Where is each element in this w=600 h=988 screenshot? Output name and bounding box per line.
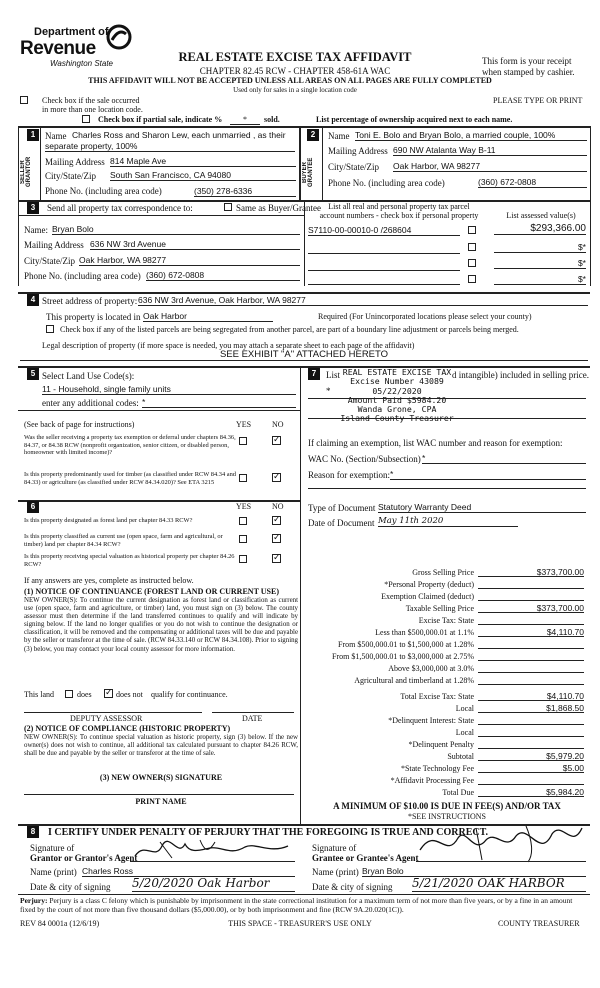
reason-value[interactable]: * (390, 469, 586, 480)
buyer-addr[interactable]: 690 NW Atalanta Way B-11 (393, 145, 587, 156)
tax-label: Agricultural and timberland at 1.28% (354, 676, 474, 685)
rule (322, 128, 323, 200)
wac-label: WAC No. (Section/Subsection) (308, 454, 421, 464)
tax-label: Taxable Selling Price (405, 604, 474, 613)
notice2-title: (2) NOTICE OF COMPLIANCE (HISTORIC PROPERTY) (24, 724, 231, 733)
parcel-1-personal-checkbox[interactable] (468, 226, 476, 234)
rule (18, 200, 19, 286)
land-use-code[interactable]: 11 - Household, single family units (42, 384, 296, 395)
parcel-2[interactable] (308, 244, 460, 254)
corr-addr[interactable]: 636 NW 3rd Avenue (90, 239, 300, 250)
corr-name[interactable]: Bryan Bolo (52, 224, 300, 235)
seller-addr[interactable]: 814 Maple Ave (110, 156, 296, 167)
tax-label: Local (455, 704, 474, 713)
rule (18, 126, 19, 200)
stamp-mark: * (326, 386, 331, 396)
multi-location-label2: in more than one location code. (42, 105, 143, 114)
parcel-3[interactable] (308, 261, 460, 271)
buyer-addr-label: Mailing Address (328, 146, 388, 156)
buyer-phone[interactable]: (360) 672-0808 (478, 177, 587, 188)
seller-phone[interactable]: (350) 278-6336 (194, 186, 296, 197)
located-label: This property is located in (46, 312, 141, 322)
legal-description[interactable]: SEE EXHIBIT "A" ATTACHED HERETO (20, 350, 588, 361)
parcel-4-personal-checkbox[interactable] (468, 275, 476, 283)
grantee-signature[interactable] (416, 820, 586, 864)
section-6-badge: 6 (27, 501, 39, 513)
grantee-date-label: Date & city of signing (312, 882, 393, 892)
additional-codes-label: enter any additional codes: (42, 398, 139, 408)
doc-date[interactable]: May 11th 2020 (378, 516, 518, 527)
deputy-label: DEPUTY ASSESSOR (70, 714, 143, 723)
logo-revenue: Revenue (20, 38, 96, 59)
tax-label: *Delinquent Interest: State (388, 716, 474, 725)
stamp-line: REAL ESTATE EXCISE TAX (342, 367, 452, 377)
parcel-header2: account numbers - check box if personal property (319, 211, 479, 220)
seller-addr-label: Mailing Address (45, 157, 105, 167)
located-value[interactable]: Oak Harbor (143, 311, 273, 322)
tax-value[interactable]: $4,110.70 (478, 691, 584, 701)
corr-phone[interactable]: (360) 672-0808 (146, 270, 300, 281)
seller-name[interactable]: Charles Ross and Sharon Lew, each unmarried , as their (72, 130, 286, 140)
dor-logo (20, 22, 130, 70)
rule (18, 366, 590, 368)
section-5-badge: 5 (27, 368, 39, 380)
grantee-print-label: Name (print) (312, 867, 359, 877)
no-header: NO (272, 420, 284, 429)
notice1-title: (1) NOTICE OF CONTINUANCE (FOREST LAND OR CURRENT USE) (24, 587, 279, 596)
rule (18, 410, 300, 411)
q6-2: Is this property classified as current use (open space, farm and agricultural, or timber) land per chapter 84.34 RCW? (24, 533, 223, 548)
tax-value[interactable] (478, 727, 584, 737)
tax-value[interactable] (478, 663, 584, 673)
corr-phone-label: Phone No. (including area code) (24, 271, 141, 281)
logo-swirl-icon (106, 24, 132, 50)
tax-value[interactable] (478, 739, 584, 749)
rule (18, 894, 590, 895)
does-checkbox[interactable] (65, 690, 73, 698)
rule (416, 861, 586, 862)
tax-label: *State Technology Fee (400, 764, 474, 773)
seller-name-label: Name (45, 131, 67, 141)
q6-2-yes-checkbox[interactable] (239, 535, 247, 543)
tax-label: Total Due (442, 788, 474, 797)
form-single-loc: Used only for sales in a single location code (233, 86, 357, 94)
grantor-date[interactable]: 5/20/2020 Oak Harbor (132, 876, 295, 892)
tax-value[interactable] (478, 715, 584, 725)
list-label: List (326, 370, 341, 380)
q5-1-yes-checkbox[interactable] (239, 437, 247, 445)
parcel-2-personal-checkbox[interactable] (468, 243, 476, 251)
doc-type-label: Type of Document (308, 503, 376, 513)
grantee-date[interactable]: 5/21/2020 OAK HARBOR (412, 876, 586, 892)
q5-2-no-checkbox[interactable]: ✓ (273, 472, 281, 482)
buyer-phone-label: Phone No. (including area code) (328, 178, 445, 188)
land-use-label: Select Land Use Code(s): (42, 371, 135, 381)
rule (40, 128, 41, 200)
same-as-buyer-checkbox[interactable] (224, 203, 232, 211)
grantor-sig-label2: Grantor or Grantor's Agent (30, 853, 138, 863)
tax-label: Excise Tax: State (418, 616, 474, 625)
q6-3-yes-checkbox[interactable] (239, 555, 247, 563)
stamp-line: Amount Paid $5984.20 (347, 394, 447, 405)
buyer-name[interactable]: Toni E. Bolo and Bryan Bolo, a married couple, 100% (355, 130, 587, 141)
print-name-label: PRINT NAME (135, 797, 187, 806)
section-1-badge: 1 (27, 129, 39, 141)
notice1-body: NEW OWNER(S): To continue the current designation as forest land or classification as current use (open space, farm and agriculture, or timber) land, you must sign on (3) below. The county assessor must then determine if the land transferred continues to qualify and will indicate by signing below. If the land no longer qualifies or you do not wish to continue the designation or classification, it will be removed and the compensating or additional taxes will be due and payable by the seller or transferor at the time of sale. (RCW 84.33.140 or RCW 84.34.108). Prior to signing (3) below, you may contact your local county assessor for more information. (24, 597, 298, 653)
certify-statement: I CERTIFY UNDER PENALTY OF PERJURY THAT THE FOREGOING IS TRUE AND CORRECT. (48, 827, 489, 838)
tax-label: *Personal Property (deduct) (384, 580, 474, 589)
assessed-4[interactable]: $* (494, 274, 586, 285)
multi-location-label1: Check box if the sale occurred (42, 96, 140, 105)
tax-label: Less than $500,000.01 at 1.1% (375, 628, 474, 637)
rule (24, 794, 294, 795)
assessed-1[interactable]: $293,366.00 (494, 224, 586, 235)
date-label: DATE (242, 714, 263, 723)
perjury-text: Perjury is a class C felony which is punishable by imprisonment in the state correctional institution for a maximum term of not more than five years, or by a fine in an amount fixed by the court of not more than five thousand dollars ($5,000.00), or by both imprisonment and fine (RCW 9A.20.020(1C)). (20, 896, 573, 914)
perjury-label: Perjury: (20, 896, 48, 905)
q6-3-no-checkbox[interactable]: ✓ (273, 553, 281, 563)
claiming-label: If claiming an exemption, list WAC number and reason for exemption: (308, 438, 563, 448)
q6-3: Is this property receiving special valuation as historical property per chapter 84.26 RCW? (24, 553, 235, 568)
doc-type[interactable]: Statutory Warranty Deed (378, 502, 586, 513)
tax-label: *Delinquent Penalty (408, 740, 474, 749)
notice3-title: (3) NEW OWNER(S) SIGNATURE (99, 773, 223, 782)
tax-value[interactable]: $1,868.50 (478, 703, 584, 713)
tax-value[interactable]: $5.00 (478, 763, 584, 773)
send-label: Send all property tax correspondence to: (47, 203, 193, 213)
q6-1-yes-checkbox[interactable] (239, 517, 247, 525)
see-instructions: *SEE INSTRUCTIONS (407, 812, 486, 821)
rule (308, 488, 586, 489)
partial-sale-checkbox[interactable] (82, 115, 90, 123)
tax-label: Subtotal (447, 752, 474, 761)
parcel-4[interactable] (308, 277, 460, 285)
qualify-label: qualify for continuance. (151, 690, 228, 699)
logo-dept: Department of (34, 26, 109, 38)
tax-value[interactable] (478, 639, 584, 649)
seller-city[interactable]: South San Francisco, CA 94080 (110, 170, 296, 181)
this-land-label: This land (24, 690, 54, 699)
q5-2: Is this property predominantly used for timber (as classified under RCW 84.34 and 84.33) or agriculture (as classified under RCW 84.34.020)? See ETA 3215 (24, 471, 236, 486)
grantor-date-label: Date & city of signing (30, 882, 111, 892)
tax-label: From $1,500,000.01 to $3,000,000 at 2.75% (332, 652, 474, 661)
segregate-label: Check box if any of the listed parcels are being segregated from another parcel, are part of a boundary line adjustment or parcels being merged. (60, 325, 519, 334)
tax-value[interactable] (478, 591, 584, 601)
rule (308, 418, 586, 419)
grantor-sig-label: Signature of (30, 843, 75, 853)
tax-value[interactable] (478, 615, 584, 625)
corr-city-label: City/State/Zip (24, 256, 75, 266)
rule (300, 366, 301, 826)
tax-label: Gross Selling Price (412, 568, 474, 577)
logo-state: Washington State (50, 59, 114, 68)
does-label: does (77, 690, 92, 699)
tax-label: Total Excise Tax: State (400, 692, 474, 701)
corr-city[interactable]: Oak Harbor, WA 98277 (79, 255, 300, 266)
list-suffix: d intangible) included in selling price. (452, 370, 589, 380)
form-chapter: CHAPTER 82.45 RCW - CHAPTER 458-61A WAC (199, 66, 391, 76)
grantee-print[interactable]: Bryan Bolo (362, 866, 586, 877)
buyer-name-label: Name (328, 131, 350, 141)
grantor-print-label: Name (print) (30, 867, 77, 877)
perjury-notice (20, 896, 588, 914)
rule (18, 292, 590, 294)
section-4-badge: 4 (27, 294, 39, 306)
tax-value[interactable] (478, 579, 584, 589)
parcel-header1: List all real and personal property tax parcel (328, 202, 470, 211)
stamp-line: 05/22/2020 (372, 385, 422, 396)
partial-sale-sold: sold. (264, 115, 280, 124)
tax-value[interactable]: $373,700.00 (478, 603, 584, 613)
stamp-line: Excise Number 43089 (350, 376, 444, 387)
street-address[interactable]: 636 NW 3rd Avenue, Oak Harbor, WA 98277 (138, 295, 588, 306)
tax-value[interactable]: $5,984.20 (478, 787, 584, 797)
segregate-checkbox[interactable] (46, 325, 54, 333)
ownership-note: List percentage of ownership acquired next to each name. (316, 115, 513, 124)
rule (590, 126, 591, 200)
buyer-side-label: BUYER GRANTEE (302, 157, 314, 187)
tax-value[interactable] (478, 775, 584, 785)
doc-date-label: Date of Document (308, 518, 375, 528)
buyer-city[interactable]: Oak Harbor, WA 98277 (393, 161, 587, 172)
rule (590, 200, 591, 286)
rule (299, 126, 301, 200)
assessed-header: List assessed value(s) (506, 211, 576, 220)
if-yes-note: If any answers are yes, complete as instructed below. (24, 576, 194, 585)
footer-space: THIS SPACE - TREASURER'S USE ONLY (228, 919, 372, 928)
parcel-1[interactable]: S7110-00-00010-0 /268604 (308, 225, 460, 236)
receipt-line1: This form is your receipt (482, 56, 572, 66)
grantee-sig-label2: Grantee or Grantee's Agent (312, 853, 419, 863)
q6-1: Is this property designated as forest land per chapter 84.33 RCW? (24, 517, 193, 524)
see-back: (See back of page for instructions) (24, 420, 135, 429)
required-note: Required (For Unincorporated locations please select your county) (318, 312, 532, 321)
rule (308, 398, 586, 399)
parcel-3-personal-checkbox[interactable] (468, 259, 476, 267)
q6-2-no-checkbox[interactable]: ✓ (273, 533, 281, 543)
q5-1-no-checkbox[interactable]: ✓ (273, 435, 281, 445)
notice2-body: NEW OWNER(S): To continue special valuation as historic property, sign (3) below. If the new owner(s) does not wish to continue, all additional tax calculated pursuant to chapter 84.26 RCW, shall be due and payable by the seller or transferor at the time of sale. (24, 734, 298, 758)
rule (18, 500, 300, 502)
rule (18, 126, 590, 128)
corr-addr-label: Mailing Address (24, 240, 84, 250)
buyer-city-label: City/State/Zip (328, 162, 379, 172)
partial-sale-pct[interactable]: * (230, 115, 260, 125)
stamp-line: Wanda Grone, CPA (357, 404, 437, 415)
rule (18, 215, 304, 216)
form-warning: THIS AFFIDAVIT WILL NOT BE ACCEPTED UNLESS ALL AREAS ON ALL PAGES ARE FULLY COMPLETED (88, 76, 492, 85)
stamp-line: Island County Treasurer (340, 413, 454, 424)
rule (24, 712, 202, 713)
q5-1: Was the seller receiving a property tax exemption or deferral under chapters 84.36, 84.37, or 84.38 RCW (nonprofit organization, senior citizen, or disabled person, homeowner with limited income)? (24, 434, 236, 457)
does-not-label: does not (116, 690, 143, 699)
tax-value[interactable] (478, 675, 584, 685)
q5-2-yes-checkbox[interactable] (239, 474, 247, 482)
yes-header: YES (236, 420, 252, 429)
legal-label: Legal description of property (if more space is needed, you may attach a separate sheet to each page of the affidavit) (42, 341, 415, 350)
tax-label: *Affidavit Processing Fee (390, 776, 474, 785)
treasurer-stamp (338, 368, 456, 424)
seller-phone-label: Phone No. (including area code) (45, 186, 162, 196)
partial-sale-label: Check box if partial sale, indicate % (98, 115, 223, 124)
section-2-badge: 2 (307, 129, 319, 141)
tax-label: Exemption Claimed (deduct) (381, 592, 474, 601)
rule (130, 861, 295, 862)
street-label: Street address of property: (42, 296, 138, 306)
seller-side-label: SELLER GRANTOR (20, 156, 32, 188)
section-3-badge: 3 (27, 202, 39, 214)
same-as-buyer-label: Same as Buyer/Grantee (236, 203, 321, 213)
grantor-print[interactable]: Charles Ross (82, 866, 295, 877)
corr-name-label: Name: (24, 225, 48, 235)
additional-codes[interactable]: * (142, 397, 296, 408)
wac-value[interactable]: * (422, 453, 586, 464)
no-header-6: NO (272, 502, 284, 511)
form-title: REAL ESTATE EXCISE TAX AFFIDAVIT (178, 50, 412, 64)
tax-value[interactable]: $373,700.00 (478, 567, 584, 577)
grantor-signature[interactable] (130, 836, 295, 862)
seller-city-label: City/State/Zip (45, 171, 96, 181)
section-7-badge: 7 (308, 368, 320, 380)
tax-label: Local (455, 728, 474, 737)
assessed-2[interactable]: $* (494, 242, 586, 253)
tax-value[interactable] (478, 651, 584, 661)
minimum-note: A MINIMUM OF $10.00 IS DUE IN FEE(S) AND/OR TAX (333, 801, 561, 811)
tax-label: From $500,000.01 to $1,500,000 at 1.28% (338, 640, 474, 649)
tax-label: Above $3,000,000 at 3.0% (388, 664, 474, 673)
section-8-badge: 8 (27, 826, 39, 838)
yes-header-6: YES (236, 502, 252, 511)
tax-value[interactable]: $5,979.20 (478, 751, 584, 761)
does-not-checkbox[interactable]: ✓ (105, 688, 113, 698)
assessed-3[interactable]: $* (494, 258, 586, 269)
q6-1-no-checkbox[interactable]: ✓ (273, 515, 281, 525)
rule (212, 712, 294, 713)
receipt-line2: when stamped by cashier. (482, 67, 575, 77)
grantee-sig-label: Signature of (312, 843, 357, 853)
tax-value[interactable]: $4,110.70 (478, 627, 584, 637)
print-note: PLEASE TYPE OR PRINT (493, 96, 583, 105)
seller-name-2[interactable]: separate property, 100% (45, 141, 295, 152)
footer-rev: REV 84 0001a (12/6/19) (20, 919, 100, 928)
reason-label: Reason for exemption: (308, 470, 390, 480)
footer-treasurer: COUNTY TREASURER (498, 919, 580, 928)
multi-location-checkbox[interactable] (20, 96, 28, 104)
